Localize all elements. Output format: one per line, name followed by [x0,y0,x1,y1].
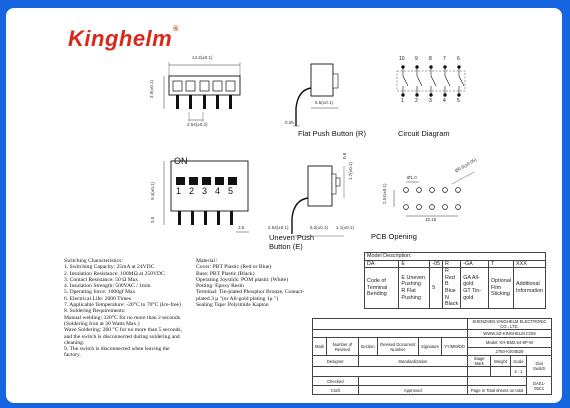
flat-push-caption: Flat Push Button (R) [298,129,366,138]
model-pin-count: 5 [430,268,443,309]
material-spec-line: plated 3 μ "(or All-gold plating 1μ ") [196,295,279,302]
company-website: WWW.SZ-KINGHELM.COM [467,330,551,338]
switch-number-1: 1 [176,186,182,196]
model-header-xxx: XXX [514,260,546,268]
material-spec-line: Cover: PBT Plastic (Red or Blue) [196,264,272,271]
model-push-type-e: E Uneven Pushing [401,274,426,288]
tb-signature: Signature [419,338,442,356]
material-spec-line: Material： [196,258,221,264]
dim-pitch: 2.54(±0.2) [187,122,208,127]
tb-approved: Approved [358,386,467,395]
circuit-top-10: 10 [399,56,405,62]
switch-number-4: 4 [215,186,221,196]
dim-front-height: 9.4(±0.1) [150,182,155,200]
dim-pcb-hole: Ø1.0 [407,175,417,180]
switching-characteristics [64,258,182,359]
tb-standardization: Standardization [358,356,467,367]
model-plating-gt: GT Tin-gold [463,287,482,301]
switching-spec-line: 7. Applicable Temperature: -20°C to 70°C (Ice-free) [64,302,181,309]
switching-spec-line: 9. The switch is disconnected when leaving the [64,346,170,353]
on-label: ON [174,156,188,166]
switch-number-2: 2 [189,186,195,196]
dim-button-h1: 0.8 [342,152,347,159]
dim-side-small: 0.25 [285,120,294,125]
circuit-caption: Circuit Diagram [398,129,450,138]
circuit-top-8: 8 [429,56,432,62]
model-header-r: R [443,260,461,268]
title-block [312,318,552,395]
model-color-blue: B Blue [445,281,456,294]
circuit-bottom-2: 2 [415,98,418,104]
model-plating [461,268,489,309]
tb-weight: Weight [491,356,510,367]
circuit-top-7: 7 [443,56,446,62]
tb-checked: Checked [313,377,359,386]
tb-designer: Designer [313,356,359,367]
model-color [443,268,461,309]
model-color-black: N Black [445,294,459,308]
dim-pcb-pitch: 2.54(±0.1) [382,183,387,204]
tb-part-name: DAE1-05C1 [527,377,552,395]
tb-number-revised: Number of Revised [327,338,358,356]
model-description-table [364,252,546,309]
tb-section: Section [358,338,377,356]
model-code-terminal: Code of Terminal Bending [365,268,399,309]
material-list [196,258,304,308]
dim-height-left: 3.9(±0.1) [149,80,154,98]
switching-spec-line: 4. Insulation Strength: 500VAC / 1min [64,283,151,290]
tb-revised-doc: Revised Document Number [377,338,419,356]
circuit-top-6: 6 [457,56,460,62]
switching-spec-line: 3. Contact Resistance: 50 Ω Max [64,276,139,283]
tb-mark: Mark [313,338,327,356]
dim-pcb-diameter: Ø0.9(±0.05) [454,157,478,174]
tb-dial-switch: Dial Switch [527,356,552,377]
switching-spec-line: 6. Electrical Life: 2000 Times [64,295,131,302]
circuit-bottom-3: 3 [429,98,432,104]
model-header-da: DA [365,260,399,268]
switching-spec-line: 8. Soldering Requirements: [64,308,126,315]
tb-scale: Scale [510,356,527,367]
tb-code: 2750-K004B28 [467,348,551,356]
uneven-caption-line2: Button (E) [269,242,303,251]
circuit-bottom-5: 5 [457,98,460,104]
model-color-red: R Red [445,268,455,281]
dim-uneven-right: 1.1(±0.1) [336,225,354,230]
dim-front-small: 3.0 [150,216,155,223]
uneven-caption-line1: Uneven Push [269,233,315,242]
model-header-05: -05 [430,260,443,268]
switching-spec-line: cleaning. [64,339,85,346]
dim-side-width: 5.5(±0.1) [315,100,333,105]
switching-spec-line: and the switch is disconnected during soldering and [64,333,180,340]
datasheet-page [6,8,562,403]
company-name: SHENZHEN KINGHELM ELECTRONIC CO., LTD. [467,319,551,330]
switching-spec-line: Manual welding: 320°C for no more than 2 seconds. [64,314,182,321]
model-push-type-r: R Flat Pushing [401,287,421,301]
tb-model: Model: KH-BM2.54-5P-W [467,338,551,348]
material-spec-line: Potting: Epoxy Resin [196,283,244,290]
tb-date: YY/MM/DD [441,338,467,356]
model-additional: Additional Information [514,268,546,309]
switching-spec-line: 2. Insulation Resistance: 100MΩ at 250VDC [64,270,165,277]
material-spec-line: Operating Joystick: POM plastic (White) [196,276,288,283]
brand-name: Kinghelm [68,26,173,51]
material-spec-line: Terminal: Tin-plated Phosphor Bronze, Contact- [196,289,305,296]
switch-number-5: 5 [228,186,234,196]
dim-pcb-span: 10.16 [425,217,437,222]
switching-spec-line: Wave Soldering: 260 °C for no more than 5 seconds, [64,327,182,334]
switching-spec-line: factory. [64,352,81,359]
model-header-t: T [488,260,513,268]
tb-scale-value: 4 : 1 [510,367,527,377]
dim-pin-length: 3.5 [238,225,245,230]
dim-uneven-mid: 6.2(±0.1) [310,225,328,230]
circuit-top-9: 9 [415,56,418,62]
material-spec-line: Sealing Tape: Polyimide Kapton [196,302,269,309]
dim-button-h2: 1.7(±0.1) [348,162,353,180]
switching-spec-line: 1. Switching Capacity: 25mA at 24VDC [64,264,155,271]
tb-page-info: Page in Total sheets on total [467,386,526,395]
model-plating-ga: GA All-gold [463,274,480,288]
pcb-caption: PCB Opening [371,232,417,241]
model-header-e: E [399,260,430,268]
dim-width-top: 14.2(±0.1) [192,55,213,60]
material-spec-line: Base: PBT Plastic (Black) [196,270,255,277]
model-push-type [399,268,430,309]
brand-registered-mark: ® [173,26,179,33]
tb-craft: Craft [313,386,359,395]
circuit-bottom-4: 4 [443,98,446,104]
tb-stage-mark: Stage Mark [467,356,490,367]
dim-uneven-pitch: 2.54(±0.1) [268,225,289,230]
switching-spec-line: 5. Operating force: 1000gf Max [64,289,136,296]
circuit-bottom-1: 1 [401,98,404,104]
switching-spec-line: Switching Characteristics： [64,258,127,264]
model-film: Optional Film Sticking [488,268,513,309]
switching-spec-line: (Soldering Iron at 30 Watts Max.) [64,320,140,327]
model-description-title: Model Description: [365,253,546,261]
switch-number-3: 3 [202,186,208,196]
model-header-ga: -GA [461,260,489,268]
